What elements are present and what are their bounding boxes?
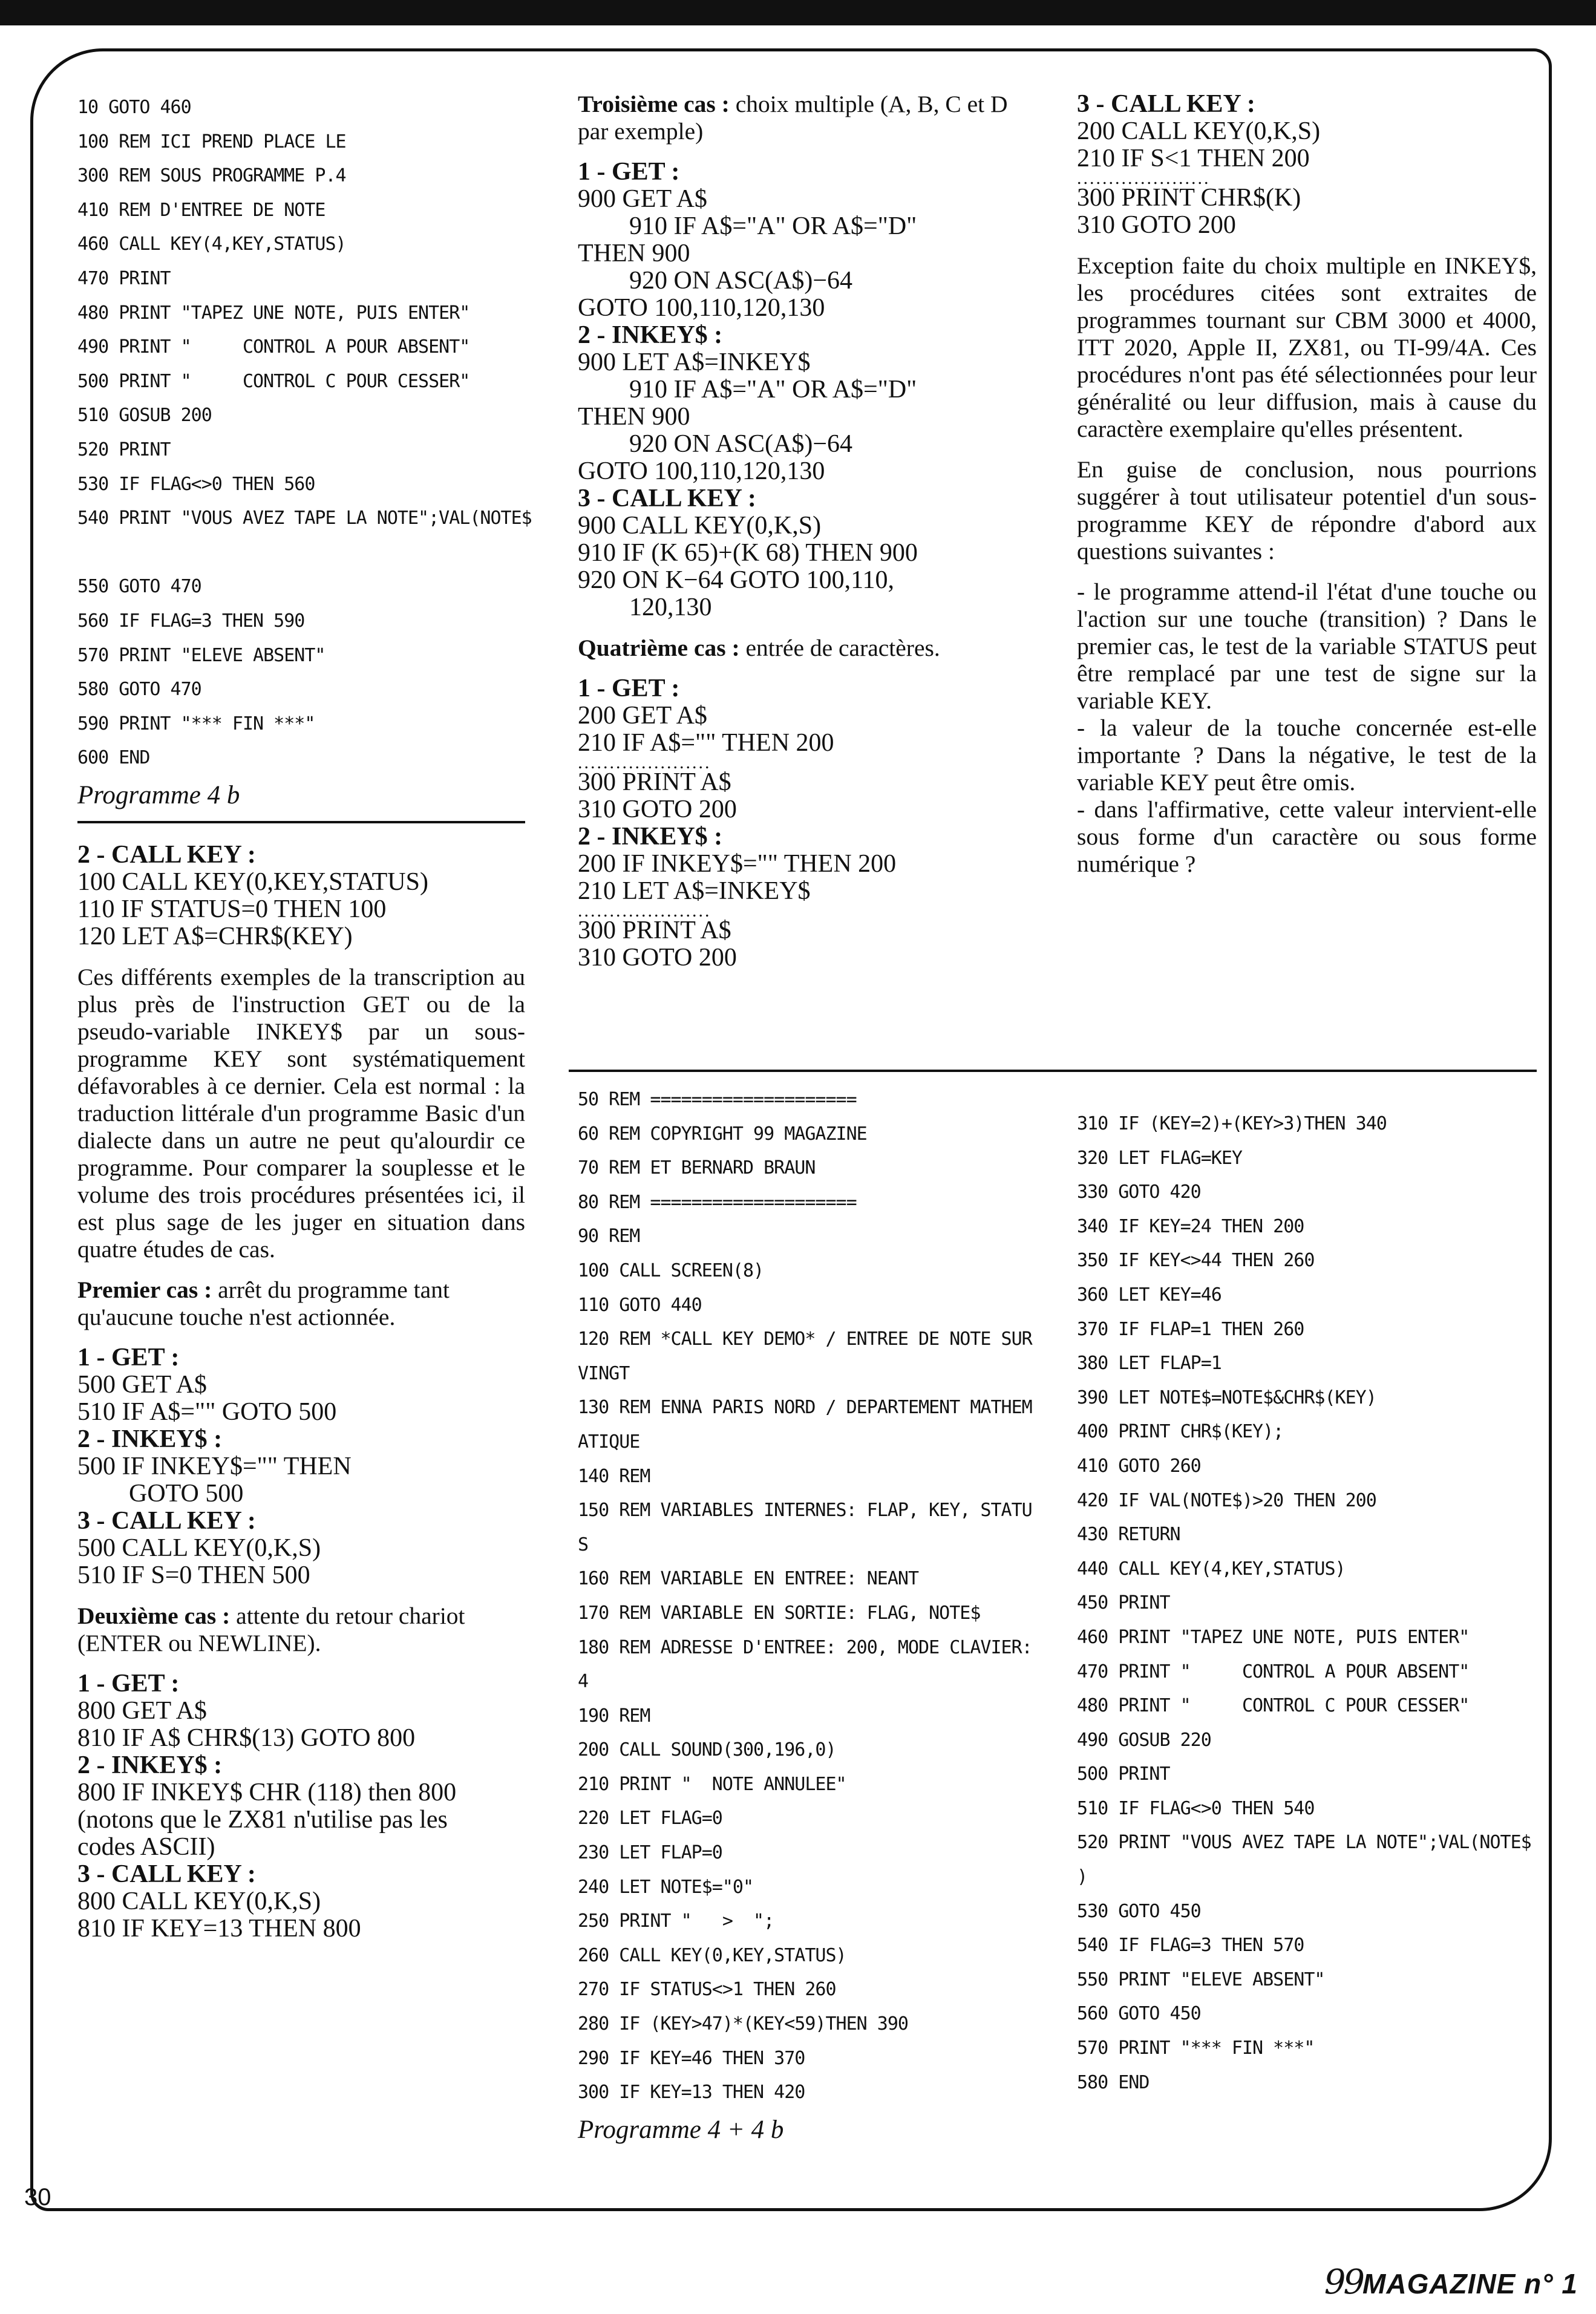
code-line: 260 CALL KEY(0,KEY,STATUS) xyxy=(578,1944,846,1966)
code-line: 200 CALL SOUND(300,196,0) xyxy=(578,1739,836,1761)
code-line: 580 GOTO 470 xyxy=(77,679,201,701)
code-line: 310 GOTO 200 xyxy=(578,796,737,823)
case4-get-code-1 xyxy=(578,702,1025,757)
code-line: 310 IF (KEY=2)+(KEY>3)THEN 340 xyxy=(1077,1113,1387,1134)
code-line: 90 REM xyxy=(578,1226,640,1247)
case3-paragraph xyxy=(578,91,1025,145)
case3-get-code xyxy=(578,186,1025,322)
column-middle xyxy=(578,91,1025,972)
code-line: 200 CALL KEY(0,K,S) xyxy=(1077,117,1321,145)
issue-number: n° 1 xyxy=(1524,2268,1578,2299)
case2-get-heading: 1 - GET : xyxy=(77,1669,180,1698)
code-line: 460 CALL KEY(4,KEY,STATUS) xyxy=(77,234,346,255)
code-line: 900 GET A$ xyxy=(578,185,707,213)
case4-text: entrée de caractères. xyxy=(739,635,940,661)
code-line: 570 PRINT "ELEVE ABSENT" xyxy=(77,644,325,666)
code-line: (notons que le ZX81 n'utilise pas les xyxy=(77,1805,448,1834)
code-line: 920 ON ASC(A$)−64 xyxy=(629,430,853,458)
case2-callkey-heading: 3 - CALL KEY : xyxy=(77,1860,256,1888)
code-line: 100 CALL KEY(0,KEY,STATUS) xyxy=(77,868,428,896)
case3-title: Troisième cas : xyxy=(578,91,730,117)
code-line: GOTO 100,110,120,130 xyxy=(578,294,825,322)
conclusion-paragraph: En guise de conclusion, nous pourrions suggérer à tout utilisateur potentiel d'un sous-programme KEY de répondre d'abord aux questions suivantes : xyxy=(1077,456,1537,564)
code-line: 320 LET FLAG=KEY xyxy=(1077,1147,1242,1169)
code-line xyxy=(77,536,525,570)
code-line: 280 IF (KEY>47)*(KEY<59)THEN 390 xyxy=(578,2013,908,2035)
code-line: 400 PRINT CHR$(KEY); xyxy=(1077,1421,1284,1443)
code-line: 390 LET NOTE$=NOTE$&CHR$(KEY) xyxy=(1077,1387,1376,1408)
case2-text: attente du retour chariot (ENTER ou NEWLINE). xyxy=(77,1602,465,1656)
case2-title: Deuxième cas : xyxy=(77,1602,231,1629)
code-line: 170 REM VARIABLE EN SORTIE: FLAG, NOTE$ xyxy=(578,1602,981,1624)
code-line: codes ASCII) xyxy=(77,1832,215,1861)
program-4b-caption: Programme 4 b xyxy=(77,780,240,809)
code-line: 480 PRINT "TAPEZ UNE NOTE, PUIS ENTER" xyxy=(77,302,470,324)
column-left xyxy=(77,91,532,1943)
case1-get-heading: 1 - GET : xyxy=(77,1343,180,1371)
exception-paragraph: Exception faite du choix multiple en INKEY$, les procédures citées sont extraites de programmes tournant sur CBM 3000 et 4000, ITT 2020, Apple II, ZX81, ou TI-99/4A. Ces procédures n'ont pas été sélectionnées pour leur généralité ou leur diffusion, mais à cause du caractère exemplaire qu'elles présentent. xyxy=(1077,252,1537,442)
code-line: 530 GOTO 450 xyxy=(1077,1900,1201,1922)
case4-inkey-code-2 xyxy=(578,917,1025,972)
code-line: 900 LET A$=INKEY$ xyxy=(578,348,811,376)
code-line: 350 IF KEY<>44 THEN 260 xyxy=(1077,1250,1315,1272)
code-line: 550 GOTO 470 xyxy=(77,576,201,598)
code-line: 210 PRINT " NOTE ANNULEE" xyxy=(578,1773,846,1795)
case1-inkey-heading: 2 - INKEY$ : xyxy=(77,1425,223,1453)
code-line: 300 REM SOUS PROGRAMME P.4 xyxy=(77,165,346,187)
code-line: 500 CALL KEY(0,K,S) xyxy=(77,1534,321,1562)
section-divider xyxy=(77,821,525,823)
code-line: 510 IF S=0 THEN 500 xyxy=(77,1561,310,1589)
column-right xyxy=(1077,91,1537,878)
code-line: 300 PRINT CHR$(K) xyxy=(1077,184,1301,212)
code-line: 900 CALL KEY(0,K,S) xyxy=(578,512,822,540)
case2-get-code xyxy=(77,1698,525,1752)
code-line: 500 GET A$ xyxy=(77,1370,207,1399)
case4-title: Quatrième cas : xyxy=(578,635,740,661)
code-line: 810 IF A$ CHR$(13) GOTO 800 xyxy=(77,1724,416,1752)
program-4b-listing xyxy=(77,91,532,776)
code-line: 150 REM VARIABLES INTERNES: FLAP, KEY, STATU xyxy=(578,1500,1032,1521)
code-line: 160 REM VARIABLE EN ENTREE: NEANT xyxy=(578,1568,919,1590)
code-line: 540 PRINT "VOUS AVEZ TAPE LA NOTE";VAL(NOTE$ xyxy=(77,508,532,529)
code-line: 560 IF FLAG=3 THEN 590 xyxy=(77,610,305,632)
code-line: 50 REM ==================== xyxy=(578,1089,857,1110)
program-44b-caption: Programme 4 + 4 b xyxy=(578,2115,784,2144)
case2-inkey-heading: 2 - INKEY$ : xyxy=(77,1751,223,1779)
case3-callkey-code xyxy=(578,512,1025,621)
code-line: 510 IF A$="" GOTO 500 xyxy=(77,1397,337,1426)
case2-inkey-code xyxy=(77,1779,525,1861)
case4-get-heading: 1 - GET : xyxy=(578,675,680,702)
case1-callkey-code xyxy=(77,1535,525,1589)
code-line: 380 LET FLAP=1 xyxy=(1077,1353,1222,1374)
program-44b-left xyxy=(578,1083,1050,2145)
case4-inkey-code-1 xyxy=(578,851,1025,905)
case3-text: choix multiple (A, B, C et D par exemple) xyxy=(578,91,1008,145)
code-line: 430 RETURN xyxy=(1077,1524,1180,1546)
code-line: 800 GET A$ xyxy=(77,1696,207,1725)
code-line: ATIQUE xyxy=(578,1431,640,1453)
code-line: 300 PRINT A$ xyxy=(578,768,731,796)
code-line: 100 CALL SCREEN(8) xyxy=(578,1260,764,1281)
code-line: 410 GOTO 260 xyxy=(1077,1455,1201,1477)
case1-paragraph xyxy=(77,1276,525,1331)
case3-inkey-code xyxy=(578,349,1025,485)
code-line: 290 IF KEY=46 THEN 370 xyxy=(578,2047,805,2069)
section-divider xyxy=(569,1070,1537,1072)
code-line: 550 PRINT "ELEVE ABSENT" xyxy=(1077,1969,1325,1990)
code-line: 120 LET A$=CHR$(KEY) xyxy=(77,922,353,950)
code-line: 250 PRINT " > "; xyxy=(578,1910,774,1932)
code-line: 500 PRINT " CONTROL C POUR CESSER" xyxy=(77,370,470,392)
code-line: 340 IF KEY=24 THEN 200 xyxy=(1077,1215,1304,1237)
code-line: 360 LET KEY=46 xyxy=(1077,1284,1222,1306)
code-line: 300 PRINT A$ xyxy=(578,917,731,944)
code-line: 60 REM COPYRIGHT 99 MAGAZINE xyxy=(578,1123,867,1145)
ellipsis-dots: ..................... xyxy=(578,753,711,773)
code-line: 810 IF KEY=13 THEN 800 xyxy=(77,1914,361,1943)
code-line: 210 IF A$="" THEN 200 xyxy=(578,729,834,757)
code-line: 110 IF STATUS=0 THEN 100 xyxy=(77,895,387,923)
code-line: 270 IF STATUS<>1 THEN 260 xyxy=(578,1979,836,2001)
case2-callkey-code xyxy=(77,1888,525,1943)
code-line: 560 GOTO 450 xyxy=(1077,2003,1201,2025)
code-line: 530 IF FLAG<>0 THEN 560 xyxy=(77,473,315,495)
code-line: 220 LET FLAG=0 xyxy=(578,1808,722,1829)
code-line: S xyxy=(578,1534,589,1555)
magazine-name: MAGAZINE xyxy=(1362,2268,1516,2299)
col3-callkey-heading: 3 - CALL KEY : xyxy=(1077,90,1255,118)
page-number: 30 xyxy=(24,2184,51,2211)
case1-inkey-code xyxy=(77,1453,525,1508)
code-line: 590 PRINT "*** FIN ***" xyxy=(77,713,315,734)
code-line: 420 IF VAL(NOTE$)>20 THEN 200 xyxy=(1077,1489,1376,1511)
code-line: ) xyxy=(1077,1866,1088,1888)
code-line: THEN 900 xyxy=(578,403,690,431)
code-line: 230 LET FLAP=0 xyxy=(578,1842,722,1864)
code-line: 800 CALL KEY(0,K,S) xyxy=(77,1887,321,1915)
code-line: 200 GET A$ xyxy=(578,702,707,730)
case4-inkey-heading: 2 - INKEY$ : xyxy=(578,823,723,851)
question-1: - le programme attend-il l'état d'une touche ou l'action sur une touche (transition) ? Dans le premier cas, le test de la variable STATUS peut être remplacé par une test de signe sur la variable KEY. xyxy=(1077,578,1537,714)
program-44b-right xyxy=(1077,1107,1537,2100)
case4-paragraph xyxy=(578,635,1025,662)
code-line: 920 ON K−64 GOTO 100,110, xyxy=(578,566,895,594)
code-line: 10 GOTO 460 xyxy=(77,97,191,118)
code-line: 800 IF INKEY$ CHR (118) then 800 xyxy=(77,1778,457,1806)
case2-paragraph xyxy=(77,1603,525,1657)
code-line: 210 IF S<1 THEN 200 xyxy=(1077,145,1310,172)
code-line: 310 GOTO 200 xyxy=(1077,211,1236,239)
case1-callkey-heading: 3 - CALL KEY : xyxy=(77,1506,256,1535)
case4-get-code-2 xyxy=(578,769,1025,823)
case3-get-heading: 1 - GET : xyxy=(578,158,680,186)
code-line: 520 PRINT xyxy=(77,439,171,460)
code-line: 910 IF A$="A" OR A$="D" xyxy=(629,376,917,404)
code-line: 370 IF FLAP=1 THEN 260 xyxy=(1077,1318,1304,1340)
code-line: 310 GOTO 200 xyxy=(578,944,737,972)
code-line: 600 END xyxy=(77,747,150,769)
magazine-logo: 99 xyxy=(1324,2263,1363,2302)
code-line: 120,130 xyxy=(629,593,712,621)
code-line: GOTO 500 xyxy=(129,1479,244,1508)
case1-text: arrêt du programme tant qu'aucune touche n'est actionnée. xyxy=(77,1276,450,1330)
code-line: 540 IF FLAG=3 THEN 570 xyxy=(1077,1935,1304,1956)
code-line: 480 PRINT " CONTROL C POUR CESSER" xyxy=(1077,1695,1470,1717)
code-line: 920 ON ASC(A$)−64 xyxy=(629,267,853,295)
code-line: 200 IF INKEY$="" THEN 200 xyxy=(578,850,897,878)
top-border-bar xyxy=(0,0,1596,25)
code-line: 410 REM D'ENTREE DE NOTE xyxy=(77,199,325,221)
code-line: THEN 900 xyxy=(578,240,690,267)
code-line: 190 REM xyxy=(578,1705,650,1727)
case1-get-code xyxy=(77,1371,525,1426)
case1-title: Premier cas : xyxy=(77,1276,212,1303)
code-line: 570 PRINT "*** FIN ***" xyxy=(1077,2038,1315,2059)
col3-callkey-code-2 xyxy=(1077,185,1537,239)
code-line: 520 PRINT "VOUS AVEZ TAPE LA NOTE";VAL(NOTE$ xyxy=(1077,1832,1531,1854)
code-line: GOTO 100,110,120,130 xyxy=(578,457,825,485)
question-3: - dans l'affirmative, cette valeur intervient-elle sous forme d'un caractère ou sous forme numérique ? xyxy=(1077,796,1537,877)
code-line: 500 IF INKEY$="" THEN xyxy=(77,1452,352,1480)
case3-callkey-heading: 3 - CALL KEY : xyxy=(578,485,756,512)
code-line: 130 REM ENNA PARIS NORD / DEPARTEMENT MATHEM xyxy=(578,1397,1032,1419)
code-line: 330 GOTO 420 xyxy=(1077,1182,1201,1203)
code-line: 910 IF (K 65)+(K 68) THEN 900 xyxy=(578,539,918,567)
code-line: 490 PRINT " CONTROL A POUR ABSENT" xyxy=(77,336,470,358)
ellipsis-dots: ..................... xyxy=(1077,168,1211,188)
code-line: 100 REM ICI PREND PLACE LE xyxy=(77,131,346,152)
code-line: 470 PRINT xyxy=(77,267,171,289)
intro-paragraph: Ces différents exemples de la transcription au plus près de l'instruction GET ou de la pseudo-variable INKEY$ par un sous-programme KEY sont systématiquement défavorables à ce dernier. Cela est normal : la traduction littérale d'un programme Basic d'un dialecte dans un autre ne peut qu'alourdir ce programme. Pour comparer la souplesse et le volume des trois procédures présentées ici, il est plus sage de les juger en situation dans quatre études de cas. xyxy=(77,963,525,1263)
code-line: 180 REM ADRESSE D'ENTREE: 200, MODE CLAVIER: xyxy=(578,1636,1032,1658)
ellipsis-dots: ..................... xyxy=(578,901,711,921)
case3-inkey-heading: 2 - INKEY$ : xyxy=(578,321,723,349)
callkey-code xyxy=(77,869,525,950)
code-line: 300 IF KEY=13 THEN 420 xyxy=(578,2082,805,2103)
col3-callkey-code-1 xyxy=(1077,118,1537,172)
code-line: 4 xyxy=(578,1671,589,1693)
code-line: 210 LET A$=INKEY$ xyxy=(578,877,811,905)
code-line: 70 REM ET BERNARD BRAUN xyxy=(578,1157,816,1179)
code-line: 510 IF FLAG<>0 THEN 540 xyxy=(1077,1797,1315,1819)
code-line: 440 CALL KEY(4,KEY,STATUS) xyxy=(1077,1558,1346,1580)
code-line: 490 GOSUB 220 xyxy=(1077,1729,1211,1751)
code-line: 450 PRINT xyxy=(1077,1592,1170,1614)
code-line: 510 GOSUB 200 xyxy=(77,405,212,427)
question-2: - la valeur de la touche concernée est-elle importante ? Dans la négative, le test de la variable KEY peut être omis. xyxy=(1077,714,1537,796)
code-line: 120 REM *CALL KEY DEMO* / ENTREE DE NOTE SUR xyxy=(578,1329,1032,1350)
program-44b-listing-right xyxy=(1077,1107,1537,2100)
magazine-brand xyxy=(1324,2263,1578,2302)
code-line: 470 PRINT " CONTROL A POUR ABSENT" xyxy=(1077,1661,1470,1682)
code-line: 500 PRINT xyxy=(1077,1763,1170,1785)
code-line: VINGT xyxy=(578,1362,630,1384)
code-line: 580 END xyxy=(1077,2071,1150,2093)
program-44b-listing-left xyxy=(578,1083,1050,2110)
code-line: 80 REM ==================== xyxy=(578,1191,857,1213)
code-line: 110 GOTO 440 xyxy=(578,1294,702,1316)
callkey-heading: 2 - CALL KEY : xyxy=(77,840,256,869)
code-line: 140 REM xyxy=(578,1465,650,1487)
code-line: 460 PRINT "TAPEZ UNE NOTE, PUIS ENTER" xyxy=(1077,1626,1470,1648)
code-line: 910 IF A$="A" OR A$="D" xyxy=(629,212,917,240)
code-line: 240 LET NOTE$="0" xyxy=(578,1876,754,1898)
